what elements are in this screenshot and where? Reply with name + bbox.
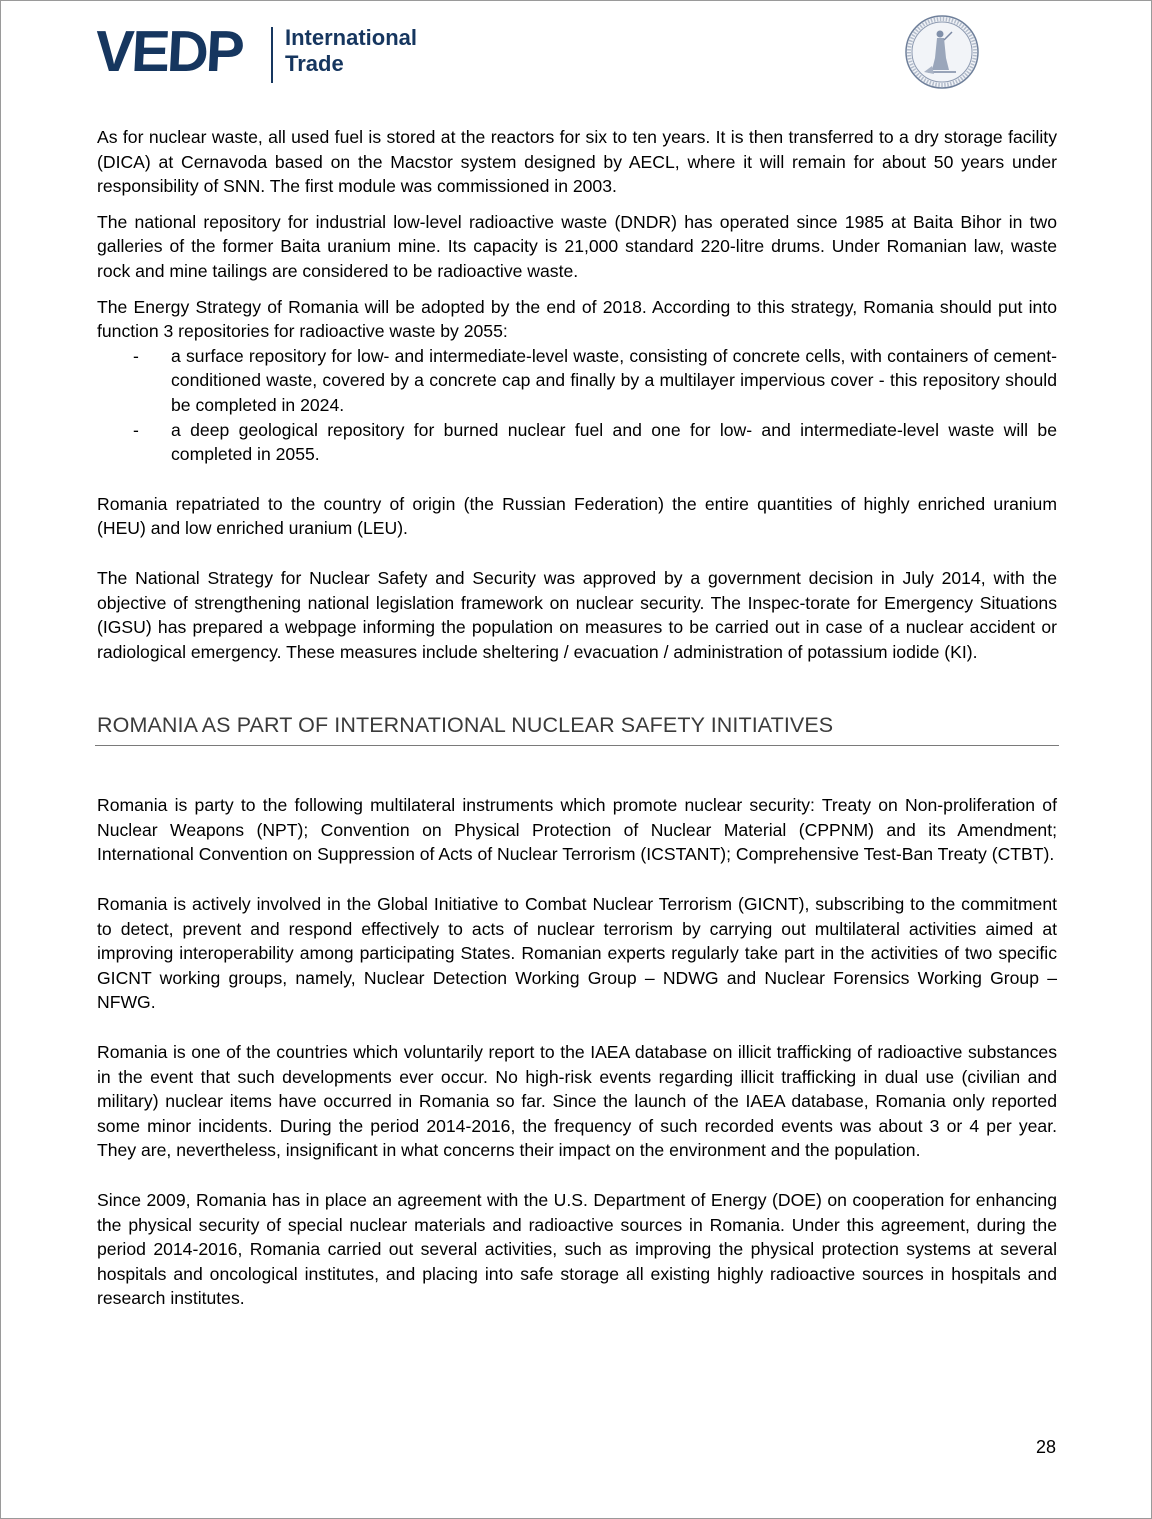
paragraph-repatriation: Romania repatriated to the country of origin (the Russian Federation) the entire quantities of highly enriched uranium (HEU) and low enriched uranium (LEU). [97,493,1057,539]
vedp-logo: VEDP [90,19,246,84]
logo-subtitle-line1: International [285,25,418,50]
virginia-state-seal-icon [904,14,980,90]
paragraph-national-strategy: The National Strategy for Nuclear Safety and Security was approved by a government decision in July 2014, with the objective of strengthening national legislation framework on nuclear security. The Inspec-torate for Emergency Situations (IGSU) has prepared a webpage informing the population on measures to be carried out in case of a nuclear accident or radiological emergency. These measures include sheltering / evacuation / administration of potassium iodide (KI). [97,567,1057,662]
logo-subtitle-line2: Trade [285,51,344,76]
page-number: 28 [1035,1437,1056,1457]
repository-list [97,344,1057,467]
list-item: - a surface repository for low- and intermediate-level waste, consisting of concrete cells, with containers of cement-conditioned waste, covered by a concrete cap and finally by a multilayer impervious cover - this repository should be completed in 2024. [97,344,1057,418]
paragraph-doe-agreement: Since 2009, Romania has in place an agreement with the U.S. Department of Energy (DOE) on cooperation for enhancing the physical security of special nuclear materials and radioactive sources in Romania. Under this agreement, during the period 2014-2016, Romania carried out several activities, such as improving the physical protection systems at several hospitals and oncological institutes, and placing into safe storage all existing highly radioactive sources in hospitals and research institutes. [97,1190,1057,1309]
logo-subtitle [285,25,417,77]
page-body [97,125,1057,1311]
paragraph-energy-strategy: The Energy Strategy of Romania will be adopted by the end of 2018. According to this strategy, Romania should put into function 3 repositories for radioactive waste by 2055: [97,296,1057,342]
paragraph-national-repository: The national repository for industrial low-level radioactive waste (DNDR) has operated since 1985 at Baita Bihor in two galleries of the former Baita uranium mine. Its capacity is 21,000 standard 220-litre drums. Under Romanian law, waste rock and mine tailings are considered to be radioactive waste. [97,211,1057,281]
section-heading: ROMANIA AS PART OF INTERNATIONAL NUCLEAR SAFETY INITIATIVES [95,711,1059,746]
paragraph-iaea-database: Romania is one of the countries which voluntarily report to the IAEA database on illicit trafficking of radioactive substances in the event that such developments ever occur. No high-risk events regarding illicit trafficking in dual use (civilian and military) nuclear items have occurred in Romania so far. Since the launch of the IAEA database, Romania only reported some minor incidents. During the period 2014-2016, the frequency of such recorded events was about 3 or 4 per year. They are, nevertheless, insignificant in what concerns their impact on the environment and the population. [97,1042,1057,1161]
paragraph-multilateral-instruments: Romania is party to the following multilateral instruments which promote nuclear security: Treaty on Non-proliferation of Nuclear Weapons (NPT); Convention on Physical Protection of Nuclear Material (CPPNM) and its Amendment; International Convention on Suppression of Acts of Nuclear Terrorism (ICSTANT); Comprehensive Test-Ban Treaty (CTBT). [97,795,1057,865]
list-item: - a deep geological repository for burned nuclear fuel and one for low- and intermediate-level waste will be completed in 2055. [97,418,1057,467]
paragraph-nuclear-waste: As for nuclear waste, all used fuel is stored at the reactors for six to ten years. It is then transferred to a dry storage facility (DICA) at Cernavoda based on the Macstor system designed by AECL, where it will remain for about 50 years under responsibility of SNN. The first module was commissioned in 2003. [97,127,1057,197]
paragraph-gicnt: Romania is actively involved in the Global Initiative to Combat Nuclear Terrorism (GICNT), subscribing to the commitment to detect, prevent and respond effectively to acts of nuclear terrorism by carrying out multilateral activities aimed at improving interoperability among participating States. Romanian experts regularly take part in the activities of two specific GICNT working groups, namely, Nuclear Detection Working Group – NDWG and Nuclear Forensics Working Group – NFWG. [97,894,1057,1013]
logo-divider [271,27,273,83]
